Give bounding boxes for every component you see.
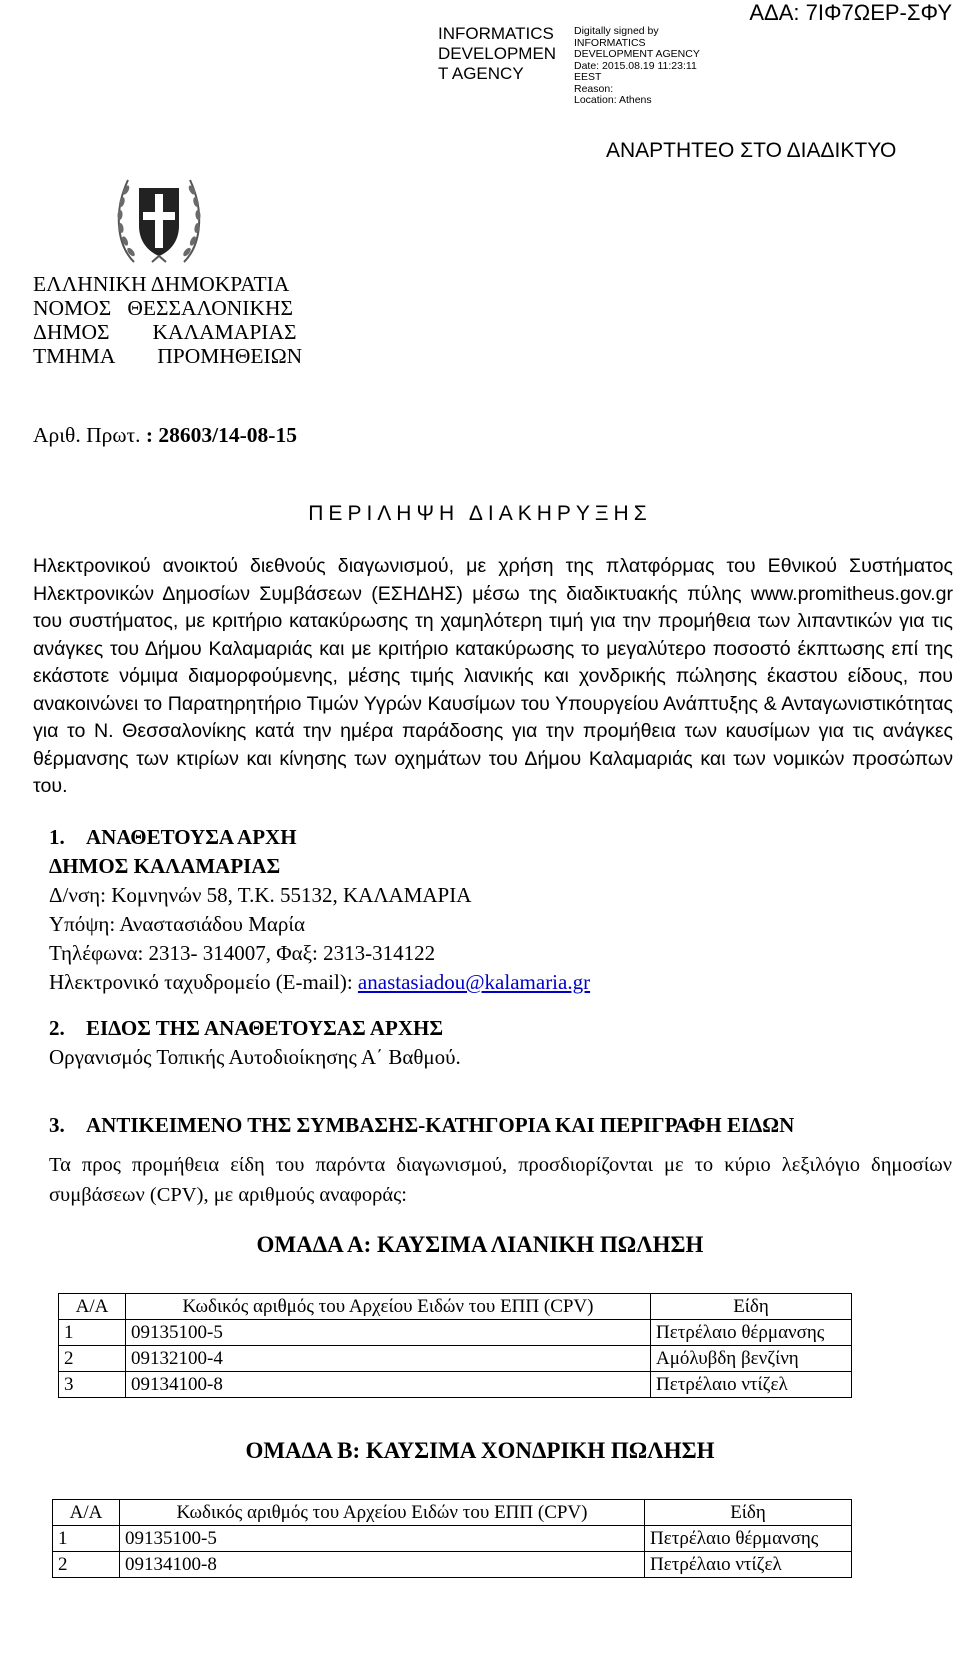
header-cell: Είδη xyxy=(645,1500,852,1526)
section-heading xyxy=(49,1014,461,1043)
table-row xyxy=(59,1346,852,1372)
greek-coat-of-arms-icon xyxy=(112,166,206,274)
table-cell: 09135100-5 xyxy=(120,1526,645,1552)
table-header-row xyxy=(59,1294,852,1320)
section-authority-type xyxy=(49,1014,461,1072)
table-cell: 3 xyxy=(59,1372,126,1398)
table-cell: Αμόλυβδη βενζίνη xyxy=(651,1346,852,1372)
table-cell: Πετρέλαιο ντίζελ xyxy=(651,1372,852,1398)
phone-fax: Τηλέφωνα: 2313- 314007, Φαξ: 2313-314122 xyxy=(49,941,436,965)
authority-line: ΝΟΜΟΣ ΘΕΣΣΑΛΟΝΙΚΗΣ xyxy=(33,296,294,320)
signer-line: T AGENCY xyxy=(438,64,524,83)
signature-detail: Reason: xyxy=(574,82,614,95)
summary-paragraph xyxy=(33,553,953,801)
authority-address: Δ/νση: Κομνηνών 58, Τ.Κ. 55132, ΚΑΛΑΜΑΡΙΑ xyxy=(49,883,472,907)
section-text: Οργανισμός Τοπικής Αυτοδιοίκησης Α΄ Βαθμού. xyxy=(49,1045,461,1069)
table-cell: 09132100-4 xyxy=(126,1346,651,1372)
signer-line: DEVELOPMEN xyxy=(438,44,557,63)
section-title: ΕΙΔΟΣ ΤΗΣ ΑΝΑΘΕΤΟΥΣΑΣ ΑΡΧΗΣ xyxy=(86,1016,444,1040)
signature-detail: INFORMATICS xyxy=(574,36,646,49)
email-label: Ηλεκτρονικό ταχυδρομείο (E-mail): xyxy=(49,970,358,994)
authority-line: ΤΜΗΜΑ ΠΡΟΜΗΘΕΙΩΝ xyxy=(33,344,303,368)
group-b-table xyxy=(52,1499,852,1578)
protocol-number xyxy=(33,423,297,448)
table-row xyxy=(59,1372,852,1398)
ada-code: ΑΔΑ: 7ΙΦ7ΩΕΡ-ΣΦΥ xyxy=(749,0,952,25)
table-cell: Πετρέλαιο θέρμανσης xyxy=(645,1526,852,1552)
portal-link[interactable]: www.promitheus.gov.gr xyxy=(750,582,953,605)
table-cell: 09135100-5 xyxy=(126,1320,651,1346)
authority-line: ΔΗΜΟΣ ΚΑΛΑΜΑΡΙΑΣ xyxy=(33,320,297,344)
section-title: ΑΝΑΘΕΤΟΥΣΑ ΑΡΧΗ xyxy=(86,825,297,849)
table-row xyxy=(53,1552,852,1578)
protocol-label: Αριθ. Πρωτ. xyxy=(33,423,141,447)
posted-notice: ΑΝΑΡΤΗΤΕΟ ΣΤΟ ΔΙΑΔΙΚΤΥΟ xyxy=(606,139,897,162)
group-a-title: ΟΜΑΔΑ Α: ΚΑΥΣΙΜΑ ΛΙΑΝΙΚΗ ΠΩΛΗΣΗ xyxy=(256,1232,704,1257)
table-cell: 2 xyxy=(59,1346,126,1372)
digital-signature-details xyxy=(574,26,700,107)
header-cell: Α/Α xyxy=(59,1294,126,1320)
authority-name: ΔΗΜΟΣ ΚΑΛΑΜΑΡΙΑΣ xyxy=(49,854,281,878)
section-title: ΑΝΤΙΚΕΙΜΕΝΟ ΤΗΣ ΣΥΜΒΑΣΗΣ-ΚΑΤΗΓΟΡΙΑ ΚΑΙ ΠΕΡΙΓΡΑΦΗ ΕΙΔΩΝ xyxy=(86,1113,795,1137)
signature-detail: Location: Athens xyxy=(574,94,652,106)
section-heading xyxy=(49,1111,794,1140)
section-number: 3. xyxy=(49,1113,65,1137)
signature-detail: Digitally signed by xyxy=(574,25,659,37)
table-cell: Πετρέλαιο ντίζελ xyxy=(645,1552,852,1578)
table-row xyxy=(53,1526,852,1552)
section-heading xyxy=(49,823,590,852)
section-number: 1. xyxy=(49,825,65,849)
section-contract-subject xyxy=(49,1111,794,1140)
summary-text-start: Ηλεκτρονικού ανοικτού διεθνούς διαγωνισμού, με χρήση της πλατφόρμας του Εθνικού Συστήματος Ηλεκτρονικών Δημοσίων Συμβάσεων (ΕΣΗΔΗΣ) μέσω της διαδικτυακής πύλης xyxy=(33,555,953,605)
header-cell: Είδη xyxy=(651,1294,852,1320)
digital-signature-signer xyxy=(438,24,556,84)
email-line xyxy=(49,968,590,997)
contact-person: Υπόψη: Αναστασιάδου Μαρία xyxy=(49,912,306,936)
table-cell: 1 xyxy=(53,1526,120,1552)
section-number: 2. xyxy=(49,1016,65,1040)
email-link[interactable]: anastasiadou@kalamaria.gr xyxy=(357,970,591,994)
table-cell: 2 xyxy=(53,1552,120,1578)
authority-line: ΕΛΛΗΝΙΚΗ ΔΗΜΟΚΡΑΤΙΑ xyxy=(33,272,290,296)
group-b-title: ΟΜΑΔΑ Β: ΚΑΥΣΙΜΑ ΧΟΝΔΡΙΚΗ ΠΩΛΗΣΗ xyxy=(245,1438,715,1463)
group-a-table xyxy=(58,1293,852,1398)
protocol-value: : 28603/14-08-15 xyxy=(140,423,297,447)
table-cell: 09134100-8 xyxy=(126,1372,651,1398)
table-row xyxy=(59,1320,852,1346)
section-contracting-authority xyxy=(49,823,590,997)
table-cell: 09134100-8 xyxy=(120,1552,645,1578)
signature-detail: EEST xyxy=(574,71,602,83)
signer-line: INFORMATICS xyxy=(438,24,554,43)
section-text: Τα προς προμήθεια είδη του παρόντα διαγωνισμού, προσδιορίζονται με το κύριο λεξιλόγιο δημοσίων συμβάσεων (CPV), με αριθμούς αναφοράς: xyxy=(49,1154,952,1206)
summary-title: ΠΕΡΙΛΗΨΗ ΔΙΑΚΗΡΥΞΗΣ xyxy=(308,502,652,525)
authority-block xyxy=(33,272,302,368)
table-header-row xyxy=(53,1500,852,1526)
table-cell: Πετρέλαιο θέρμανσης xyxy=(651,1320,852,1346)
summary-text-end: του συστήματος, με κριτήριο κατακύρωσης τη χαμηλότερη τιμή για την προμήθεια των λιπαντικών για τις ανάγκες του Δήμου Καλαμαριάς και με κριτήριο κατακύρωσης το μεγαλύτερο ποσοστό έκπτωσης επί της εκάστοτε νόμιμα διαμορφούμενης, μέσης τιμής λιανικής και χονδρικής πώλησης έκαστου είδους, που ανακοινώνει το Παρατηρητήριο Τιμών Υγρών Καυσίμων του Υπουργείου Ανάπτυξης & Ανταγωνιστικότητας για το Ν. Θεσσαλονίκης κατά την ημέρα παράδοσης για την προμήθεια των καυσίμων για τις ανάγκες θέρμανσης των κτιρίων και κίνησης των οχημάτων του Δήμου Καλαμαριάς και των νομικών προσώπων του. xyxy=(33,610,953,797)
header-cell: Α/Α xyxy=(53,1500,120,1526)
header-cell: Κωδικός αριθμός του Αρχείου Ειδών του ΕΠΠ (CPV) xyxy=(120,1500,645,1526)
signature-detail: Date: 2015.08.19 11:23:11 xyxy=(574,59,697,72)
signature-detail: DEVELOPMENT AGENCY xyxy=(574,48,700,60)
table-cell: 1 xyxy=(59,1320,126,1346)
header-cell: Κωδικός αριθμός του Αρχείου Ειδών του ΕΠΠ (CPV) xyxy=(126,1294,651,1320)
